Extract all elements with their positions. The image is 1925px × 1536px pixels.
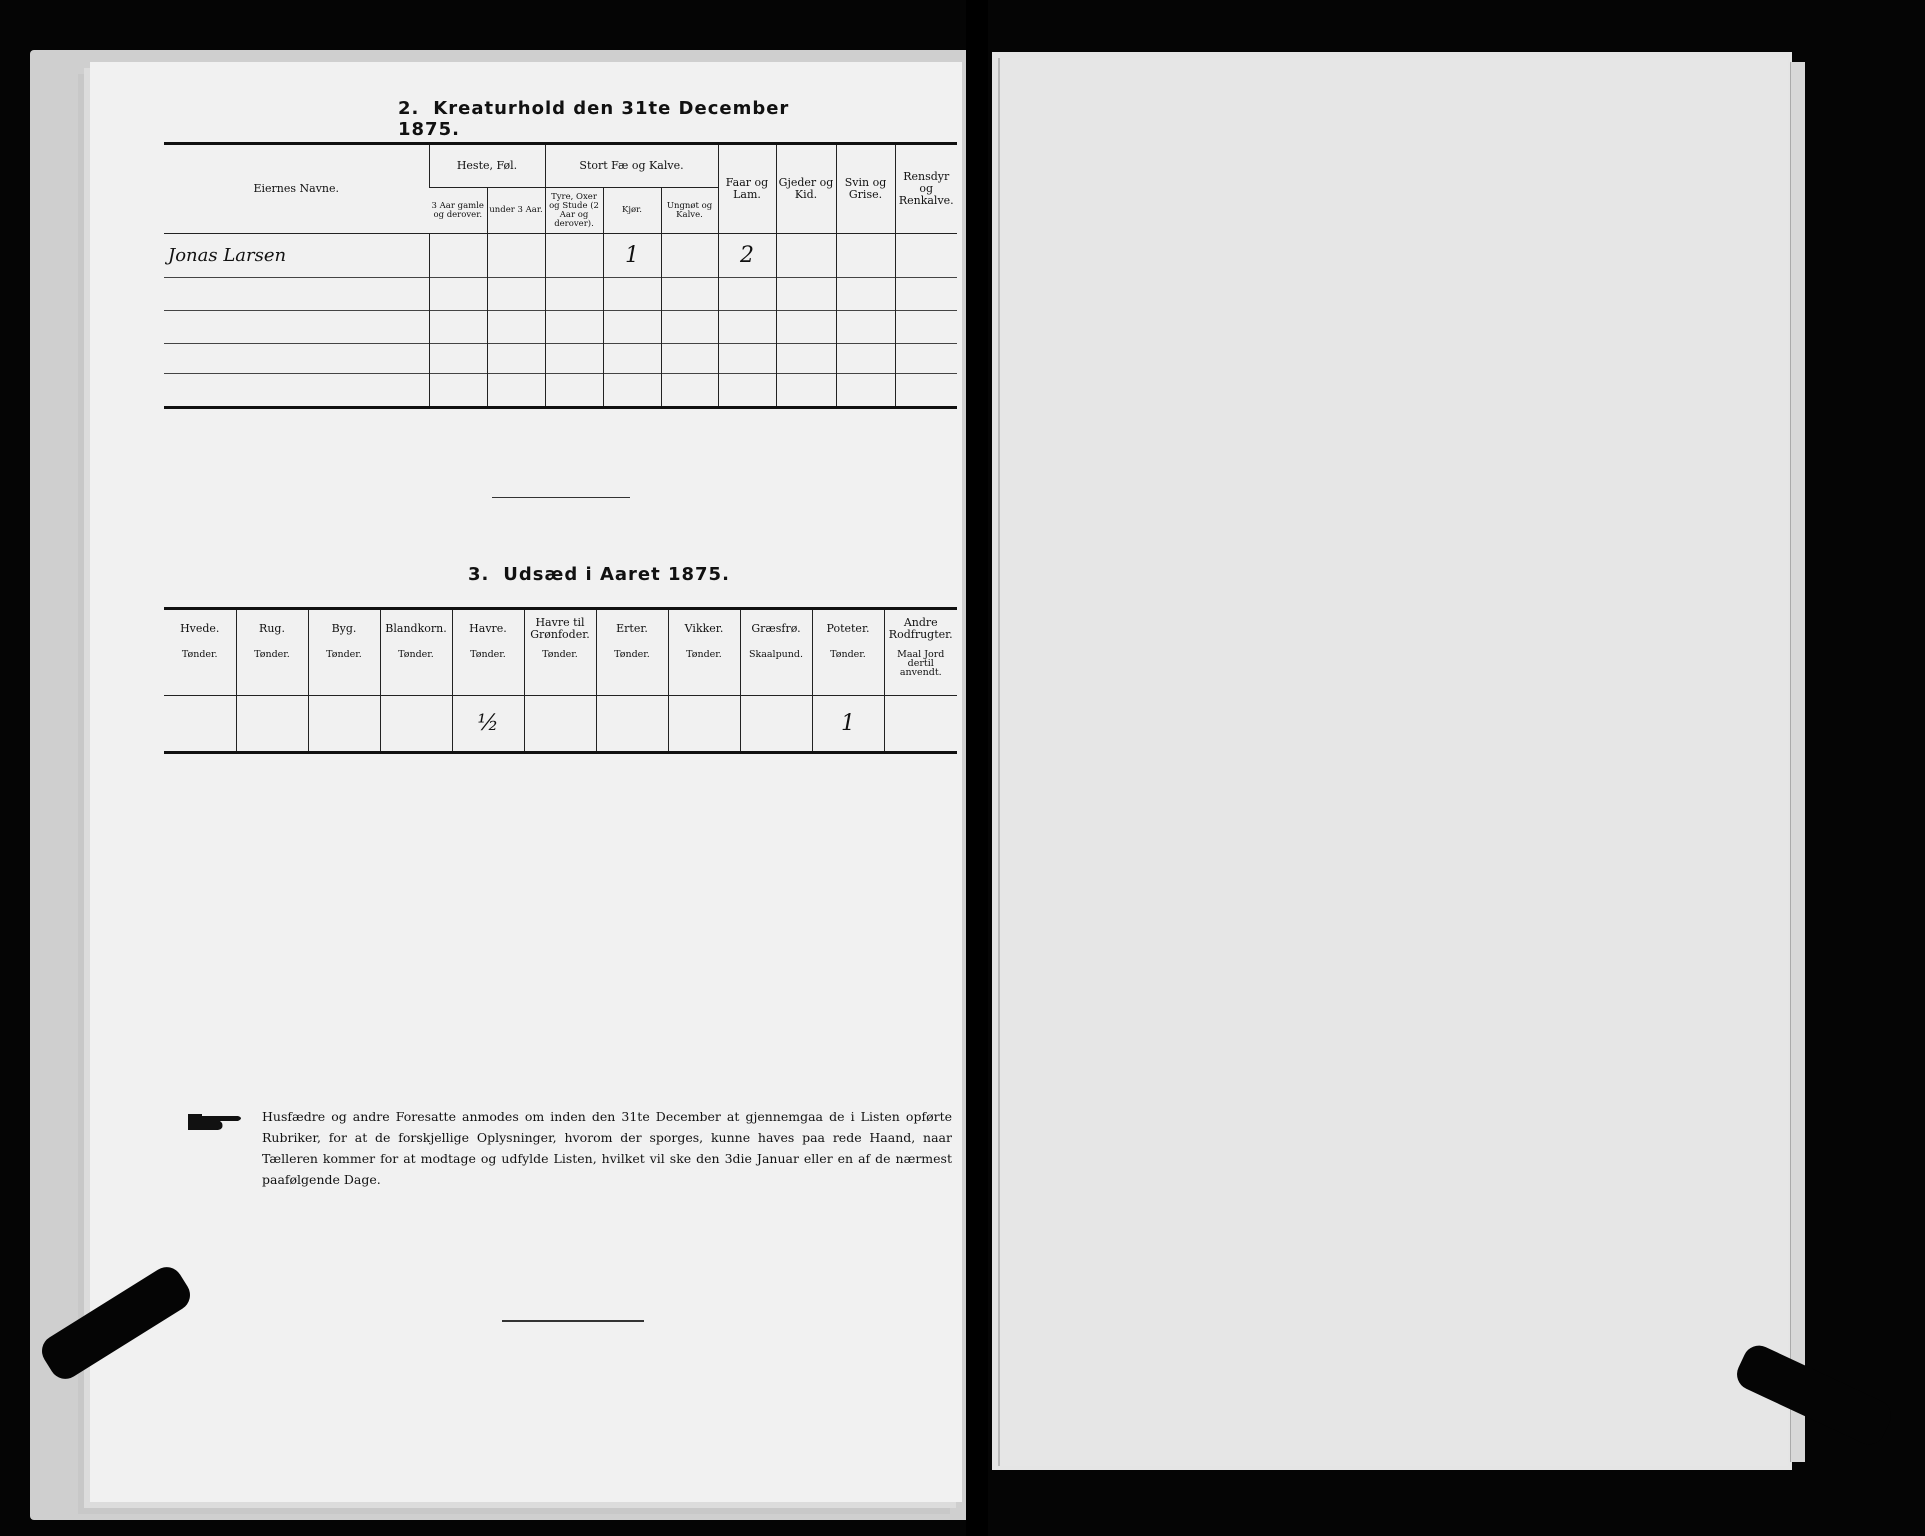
seed-value-cell bbox=[884, 696, 957, 753]
seed-value-cell bbox=[236, 696, 308, 753]
book-spine bbox=[966, 0, 988, 1536]
horses-old-header: 3 Aar gamle og derover. bbox=[431, 200, 484, 220]
sheep-header: Faar og Lam. bbox=[718, 144, 776, 234]
young-cattle-header: Ungnøt og Kalve. bbox=[661, 188, 718, 234]
young-cattle-cell bbox=[661, 344, 718, 374]
cows-cell bbox=[603, 278, 661, 311]
seed-column-unit: Tønder. bbox=[524, 644, 596, 696]
horses-young-cell bbox=[487, 344, 545, 374]
seed-value-cell: ½ bbox=[452, 696, 524, 753]
closing-rule bbox=[502, 1320, 644, 1322]
seed-column-name: Poteter. bbox=[812, 609, 884, 644]
owner-header: Eiernes Navne. bbox=[164, 144, 429, 234]
sheep-cell: 2 bbox=[718, 234, 776, 278]
seed-value-cell bbox=[308, 696, 380, 753]
horses-old-cell bbox=[429, 278, 487, 311]
seed-title bbox=[468, 564, 768, 585]
horses-old-cell bbox=[429, 234, 487, 278]
sheep-cell bbox=[718, 344, 776, 374]
horses-old-cell bbox=[429, 311, 487, 344]
right-page-edge bbox=[1790, 62, 1805, 1462]
seed-value-cell: 1 bbox=[812, 696, 884, 753]
pigs-cell bbox=[836, 344, 895, 374]
horses-old-cell bbox=[429, 374, 487, 408]
pigs-cell bbox=[836, 374, 895, 408]
cows-cell: 1 bbox=[603, 234, 661, 278]
seed-value-cell bbox=[380, 696, 452, 753]
pigs-cell bbox=[836, 278, 895, 311]
cows-cell bbox=[603, 374, 661, 408]
pigs-cell bbox=[836, 311, 895, 344]
bulls-cell bbox=[545, 234, 603, 278]
seed-column-name: Blandkorn. bbox=[380, 609, 452, 644]
livestock-table bbox=[164, 142, 957, 409]
right-page-blank bbox=[998, 58, 1788, 1466]
seed-value-cell bbox=[668, 696, 740, 753]
seed-section-title: Udsæd i Aaret 1875. bbox=[503, 564, 730, 585]
seed-column-unit: Skaalpund. bbox=[740, 644, 812, 696]
seed-column-unit: Tønder. bbox=[308, 644, 380, 696]
bulls-cell bbox=[545, 374, 603, 408]
cows-cell bbox=[603, 344, 661, 374]
sheep-cell bbox=[718, 374, 776, 408]
seed-column-unit: Tønder. bbox=[452, 644, 524, 696]
section-divider bbox=[492, 497, 630, 498]
livestock-section-number: 2. bbox=[398, 98, 420, 119]
seed-column-unit: Tønder. bbox=[812, 644, 884, 696]
reindeer-cell bbox=[895, 374, 957, 408]
horses-young-header: under 3 Aar. bbox=[487, 188, 545, 234]
seed-value-cell bbox=[596, 696, 668, 753]
owner-name-cell: Jonas Larsen bbox=[168, 245, 287, 266]
seed-column-unit: Tønder. bbox=[596, 644, 668, 696]
seed-column-name: Vikker. bbox=[668, 609, 740, 644]
table-row bbox=[164, 234, 957, 278]
reindeer-cell bbox=[895, 234, 957, 278]
goats-cell bbox=[776, 374, 836, 408]
seed-value-cell bbox=[524, 696, 596, 753]
young-cattle-cell bbox=[661, 234, 718, 278]
seed-column-name: Græsfrø. bbox=[740, 609, 812, 644]
cows-cell bbox=[603, 311, 661, 344]
cows-header: Kjør. bbox=[603, 188, 661, 234]
reindeer-cell bbox=[895, 278, 957, 311]
pigs-header: Svin og Grise. bbox=[836, 144, 895, 234]
instruction-notice: Husfædre og andre Foresatte anmodes om inden den 31te December at gjennemgaa de i Listen opførte Rubriker, for at de forskjellige Oplysninger, hvorom der sporges, kunne haves paa rede Haand, naar Tælleren kommer for at modtage og udfylde Listen, hvilket vil ske den 3die Januar eller en af de nærmest paafølgende Dage. bbox=[262, 1109, 952, 1187]
seed-column-name: Rug. bbox=[236, 609, 308, 644]
table-row bbox=[164, 311, 957, 344]
seed-column-name: Erter. bbox=[596, 609, 668, 644]
pointing-hand-icon bbox=[188, 1110, 246, 1132]
pigs-cell bbox=[836, 234, 895, 278]
seed-column-unit: Tønder. bbox=[164, 644, 236, 696]
horses-old-cell bbox=[429, 344, 487, 374]
goats-cell bbox=[776, 344, 836, 374]
sheep-cell bbox=[718, 311, 776, 344]
livestock-title bbox=[398, 98, 818, 140]
horses-young-cell bbox=[487, 374, 545, 408]
owner-name-cell bbox=[164, 374, 429, 408]
cattle-group-header: Stort Fæ og Kalve. bbox=[545, 144, 718, 188]
reindeer-cell bbox=[895, 344, 957, 374]
goats-cell bbox=[776, 234, 836, 278]
owner-name-cell bbox=[164, 278, 429, 311]
seed-section-number: 3. bbox=[468, 564, 490, 585]
reindeer-header: Rensdyr og Renkalve. bbox=[895, 144, 957, 234]
seed-column-name: Havre. bbox=[452, 609, 524, 644]
table-row bbox=[164, 344, 957, 374]
young-cattle-cell bbox=[661, 311, 718, 344]
seed-value-cell bbox=[164, 696, 236, 753]
bulls-cell bbox=[545, 278, 603, 311]
goats-header: Gjeder og Kid. bbox=[776, 144, 836, 234]
seed-column-name: Hvede. bbox=[164, 609, 236, 644]
table-row bbox=[164, 278, 957, 311]
owner-name-cell bbox=[164, 344, 429, 374]
seed-column-name: Havre til Grønfoder. bbox=[524, 609, 596, 644]
bulls-header: Tyre, Oxer og Stude (2 Aar og derover). bbox=[545, 188, 603, 234]
horses-group-header: Heste, Føl. bbox=[429, 144, 545, 188]
owner-name-cell bbox=[164, 311, 429, 344]
horses-young-cell bbox=[487, 234, 545, 278]
young-cattle-cell bbox=[661, 374, 718, 408]
seed-value-cell bbox=[740, 696, 812, 753]
bulls-cell bbox=[545, 311, 603, 344]
horses-young-cell bbox=[487, 278, 545, 311]
goats-cell bbox=[776, 311, 836, 344]
reindeer-cell bbox=[895, 311, 957, 344]
livestock-section-title: Kreaturhold den 31te December 1875. bbox=[398, 98, 790, 140]
table-row bbox=[164, 374, 957, 408]
bulls-cell bbox=[545, 344, 603, 374]
goats-cell bbox=[776, 278, 836, 311]
seed-column-unit: Tønder. bbox=[380, 644, 452, 696]
seed-table bbox=[164, 607, 957, 754]
young-cattle-cell bbox=[661, 278, 718, 311]
seed-column-unit: Tønder. bbox=[668, 644, 740, 696]
horses-young-cell bbox=[487, 311, 545, 344]
sheep-cell bbox=[718, 278, 776, 311]
seed-column-name: Byg. bbox=[308, 609, 380, 644]
seed-column-unit: Maal Jord dertil anvendt. bbox=[884, 644, 957, 696]
seed-column-name: Andre Rodfrugter. bbox=[884, 609, 957, 644]
seed-column-unit: Tønder. bbox=[236, 644, 308, 696]
